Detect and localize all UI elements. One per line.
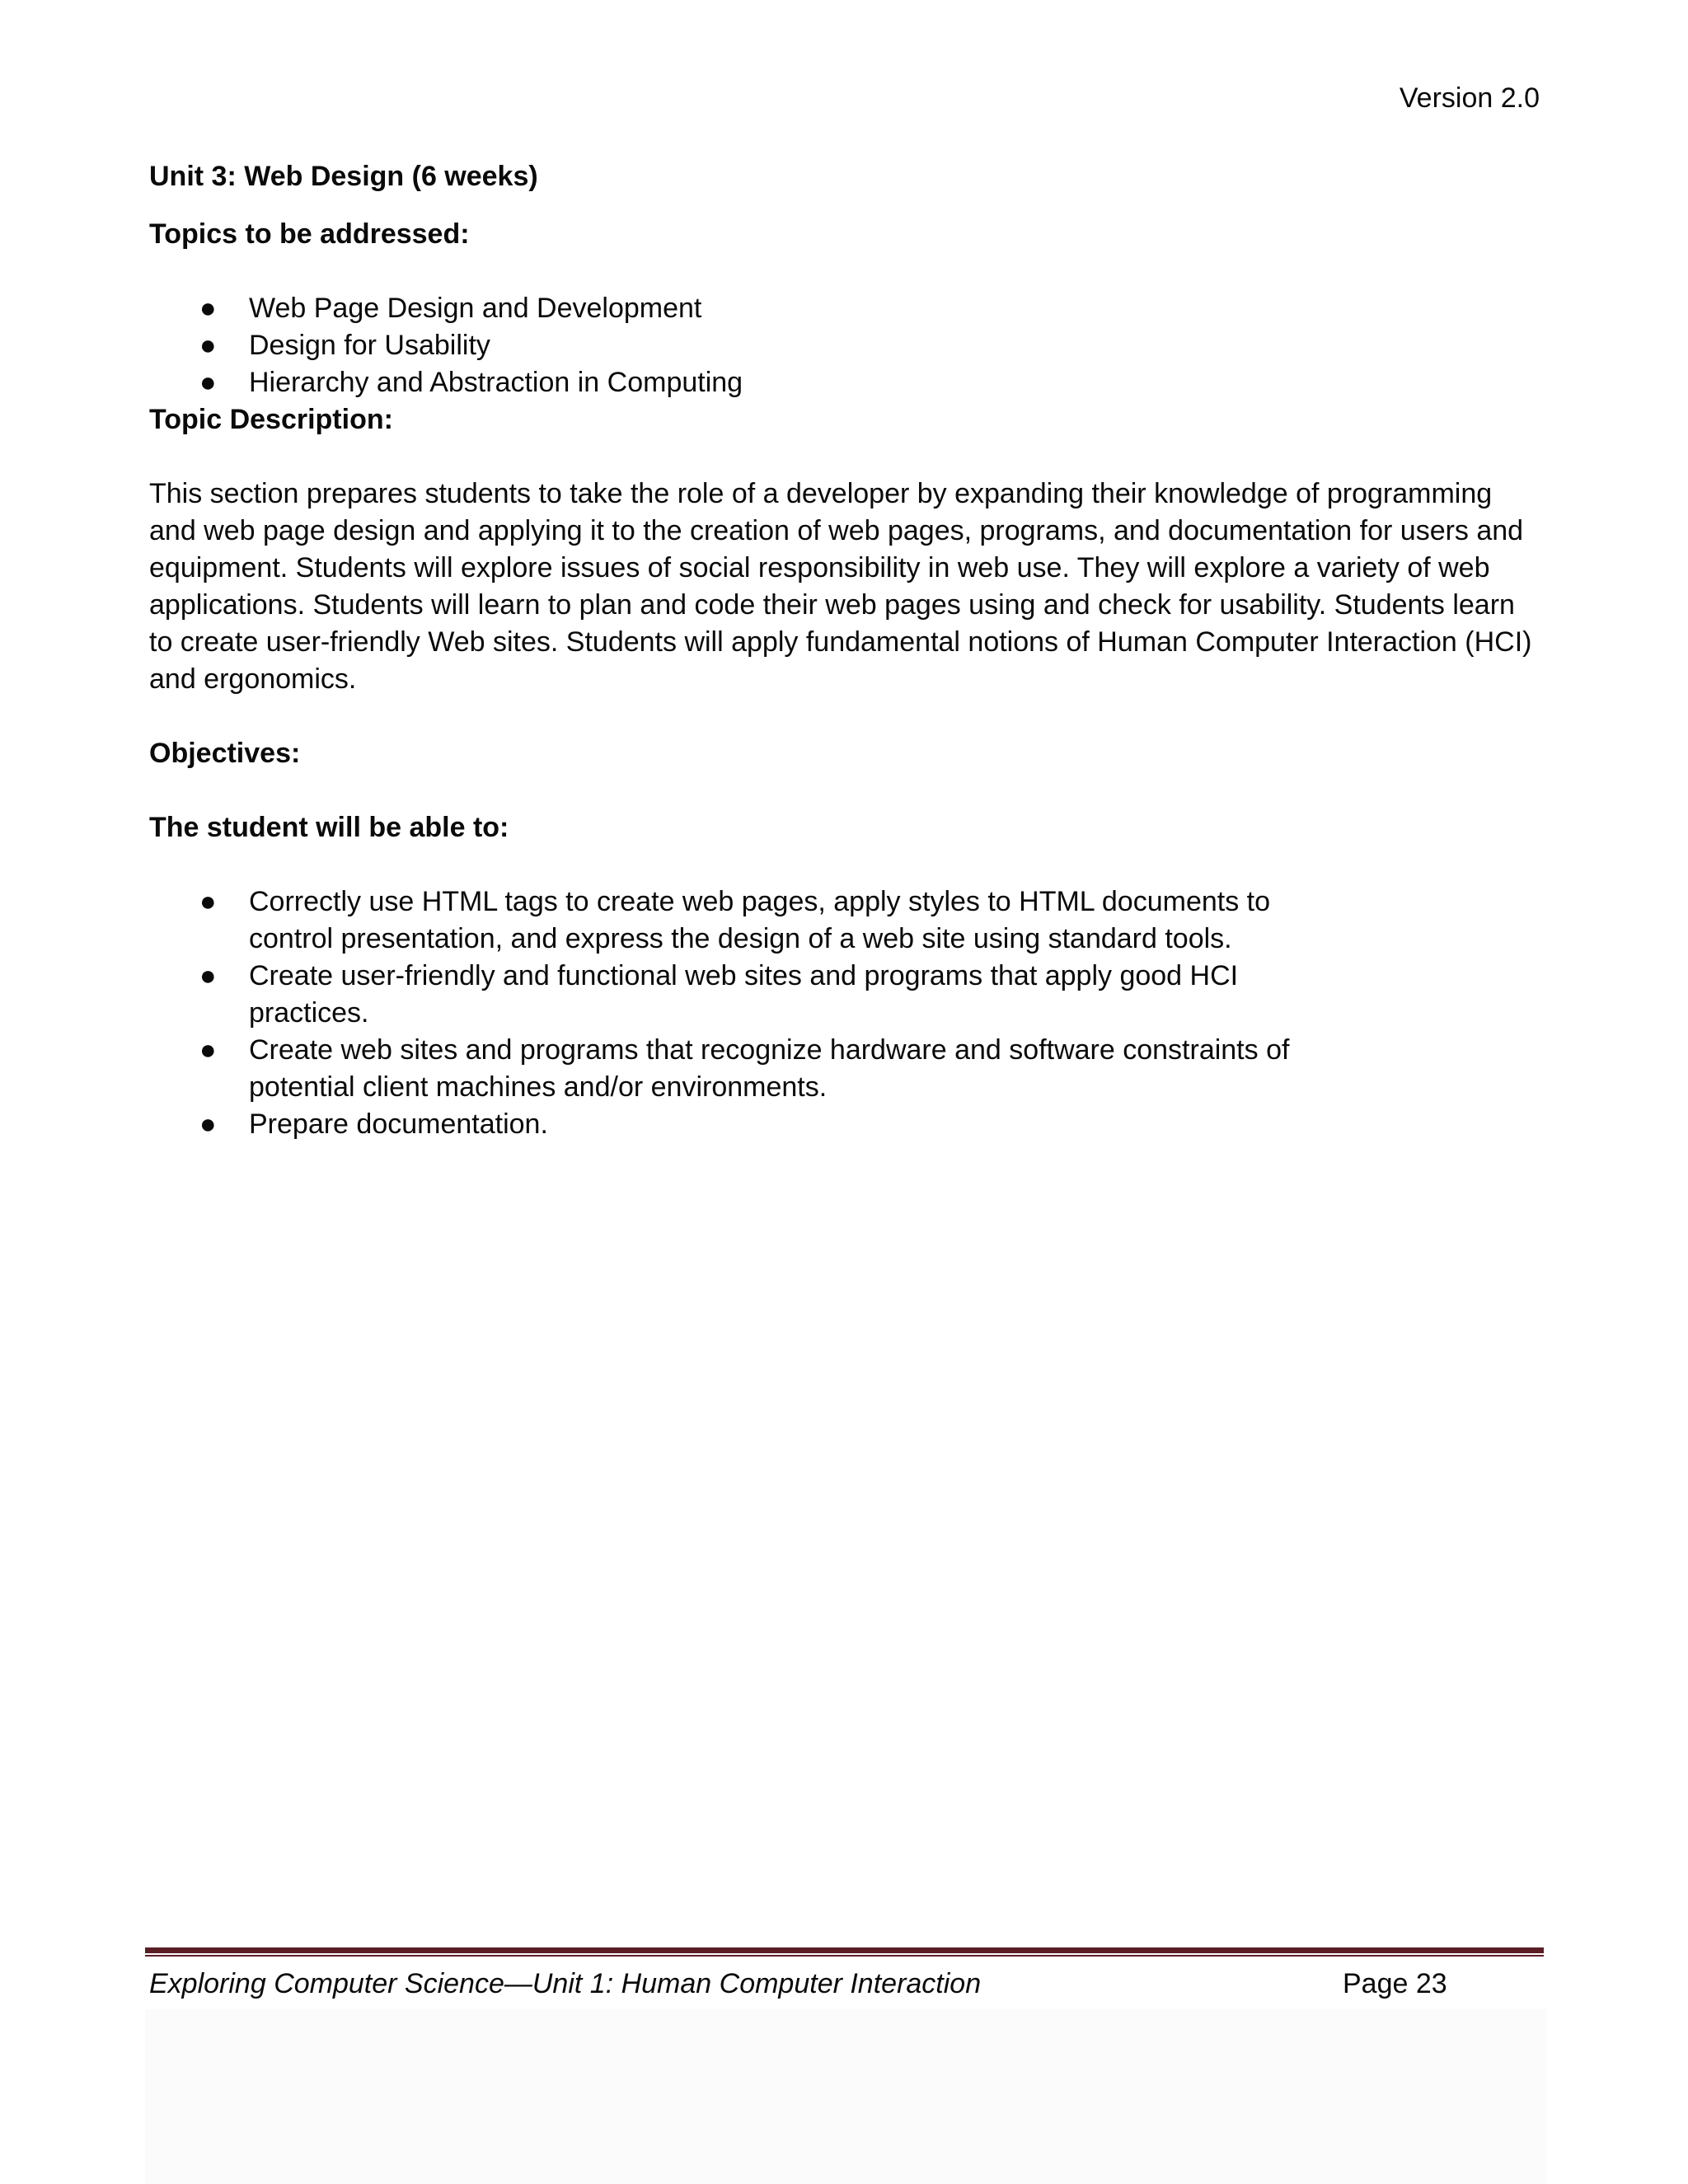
list-item <box>149 364 1542 401</box>
bullet-icon: ● <box>199 960 217 991</box>
footer-title: Exploring Computer Science—Unit 1: Human Computer Interaction <box>149 1968 982 1999</box>
bullet-icon: ● <box>199 330 217 361</box>
topic-text: Web Page Design and Development <box>249 293 702 324</box>
footer-divider-thin <box>145 1955 1544 1957</box>
topic-text: Design for Usability <box>249 330 490 361</box>
list-item <box>149 958 1303 1032</box>
bullet-icon: ● <box>199 886 217 917</box>
bullet-icon: ● <box>199 1034 217 1066</box>
footer-divider <box>145 1947 1544 1957</box>
page-content <box>149 158 1542 1143</box>
objective-text: Create web sites and programs that recognize hardware and software constraints of potential client machines and/or environments. <box>249 1034 1290 1103</box>
objective-text: Correctly use HTML tags to create web pages, apply styles to HTML documents to control presentation, and express the design of a web site using standard tools. <box>249 886 1271 954</box>
page-bottom-shade <box>145 2009 1546 2184</box>
topics-list <box>149 290 1542 401</box>
objective-text: Prepare documentation. <box>249 1108 548 1140</box>
list-item <box>149 1106 1303 1143</box>
bullet-icon: ● <box>199 293 217 324</box>
objectives-heading: Objectives: <box>149 738 301 769</box>
version-label: Version 2.0 <box>1399 82 1540 114</box>
list-item <box>149 883 1303 958</box>
list-item <box>149 327 1542 364</box>
topics-heading: Topics to be addressed: <box>149 218 470 250</box>
bullet-icon: ● <box>199 1108 217 1140</box>
list-item <box>149 290 1542 327</box>
unit-title: Unit 3: Web Design (6 weeks) <box>149 161 538 192</box>
topic-text: Hierarchy and Abstraction in Computing <box>249 367 743 398</box>
footer-divider-thick <box>145 1947 1544 1953</box>
objectives-subheading: The student will be able to: <box>149 812 509 843</box>
list-item <box>149 1032 1303 1106</box>
objectives-list <box>149 883 1303 1143</box>
page-number: Page 23 <box>1343 1968 1447 1999</box>
bullet-icon: ● <box>199 367 217 398</box>
objective-text: Create user-friendly and functional web sites and programs that apply good HCI practices. <box>249 960 1239 1029</box>
description-heading: Topic Description: <box>149 404 393 435</box>
description-paragraph: This section prepares students to take the role of a developer by expanding their knowledge of programming and web page design and applying it to the creation of web pages, programs, and documentation for users and equipment. Students will explore issues of social responsibility in web use. They will explore a variety of web applications. Students will learn to plan and code their web pages using and check for usability. Students learn to create user-friendly Web sites. Students will apply fundamental notions of Human Computer Interaction (HCI) and ergonomics. <box>149 478 1532 695</box>
